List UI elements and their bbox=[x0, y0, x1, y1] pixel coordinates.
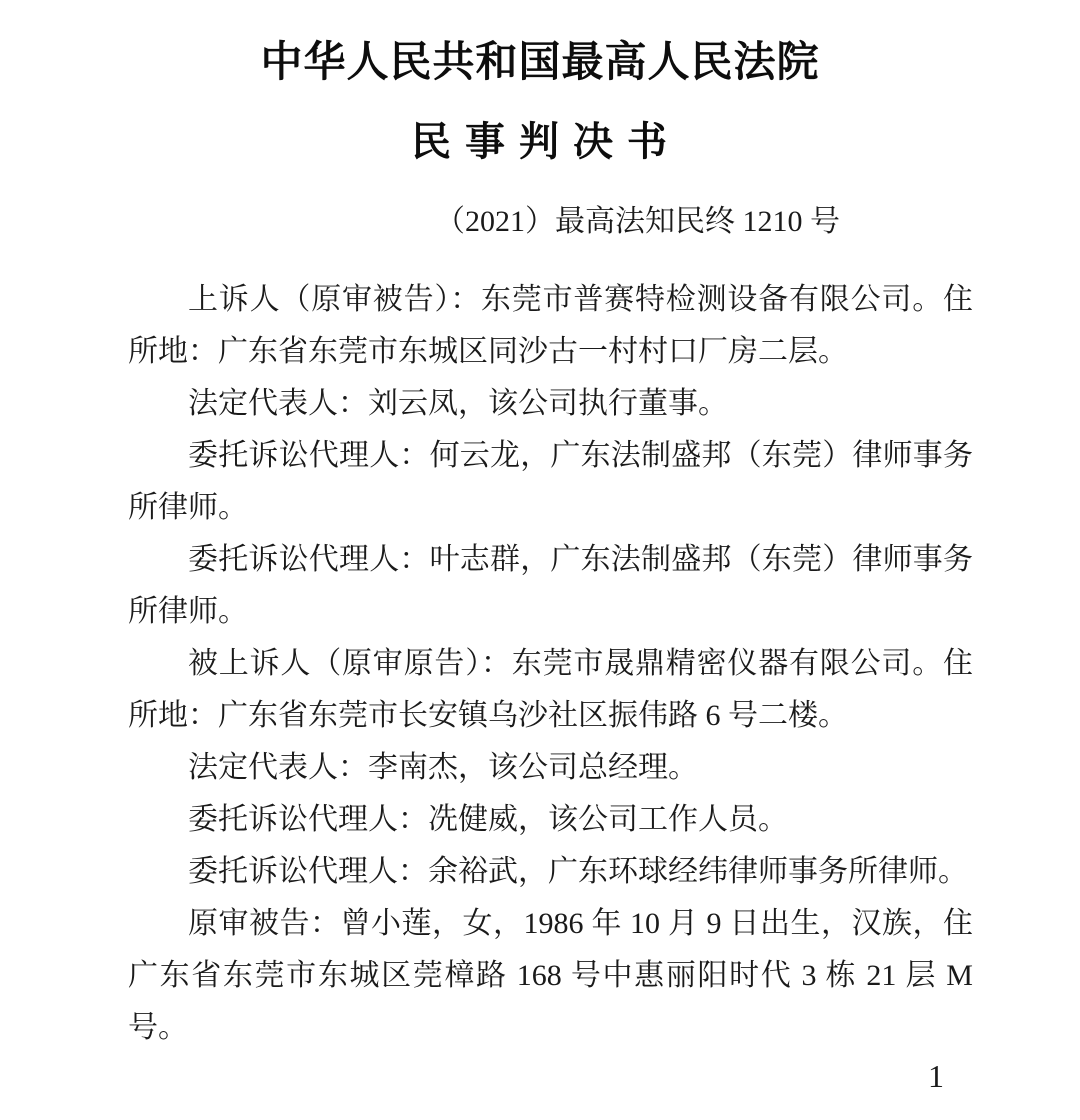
paragraph: 原审被告：曾小莲，女，1986 年 10 月 9 日出生，汉族，住广东省东莞市东城区莞樟路 168 号中惠丽阳时代 3 栋 21 层 M 号。 bbox=[128, 907, 973, 1044]
paragraph: 委托诉讼代理人：冼健威，该公司工作人员。 bbox=[188, 803, 788, 836]
paragraph: 委托诉讼代理人：余裕武，广东环球经纬律师事务所律师。 bbox=[188, 855, 968, 888]
judgment-page bbox=[0, 40, 1080, 1120]
case-number: （2021）最高法知民终 1210 号 bbox=[435, 205, 840, 238]
paragraph: 法定代表人：李南杰，该公司总经理。 bbox=[188, 751, 698, 784]
paragraph: 委托诉讼代理人：何云龙，广东法制盛邦（东莞）律师事务所律师。 bbox=[128, 439, 973, 524]
document-body bbox=[128, 274, 973, 1054]
paragraph: 委托诉讼代理人：叶志群，广东法制盛邦（东莞）律师事务所律师。 bbox=[128, 543, 973, 628]
court-name: 中华人民共和国最高人民法院 bbox=[260, 40, 820, 86]
paragraph: 上诉人（原审被告）：东莞市普赛特检测设备有限公司。住所地：广东省东莞市东城区同沙古一村村口厂房二层。 bbox=[128, 283, 973, 368]
paragraph: 被上诉人（原审原告）：东莞市晟鼎精密仪器有限公司。住所地：广东省东莞市长安镇乌沙社区振伟路 6 号二楼。 bbox=[128, 647, 973, 732]
paragraph: 法定代表人：刘云凤，该公司执行董事。 bbox=[188, 387, 728, 420]
document-title: 民 事 判 决 书 bbox=[411, 119, 669, 164]
page-number: 1 bbox=[928, 1058, 944, 1094]
